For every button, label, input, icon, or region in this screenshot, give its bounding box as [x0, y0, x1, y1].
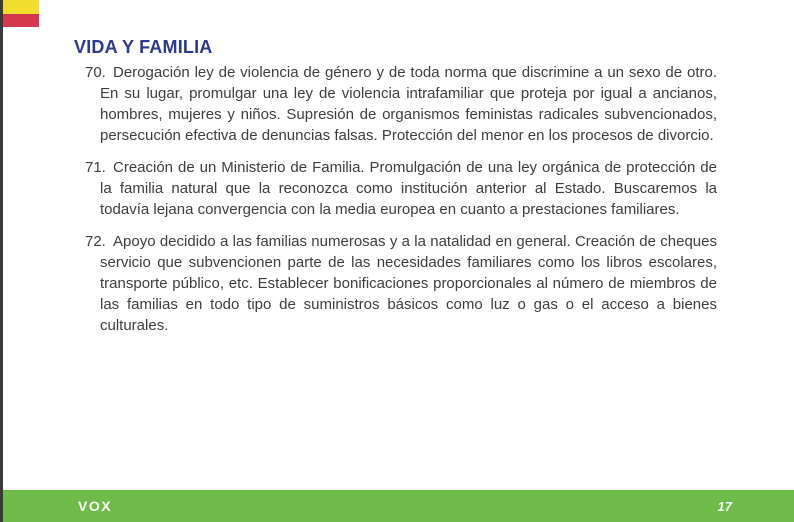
left-edge-strip — [0, 0, 3, 522]
flag-stripe-red — [3, 14, 39, 28]
item-text: Creación de un Ministerio de Familia. Promulgación de una ley orgánica de protección de la familia natural que la reconozca como institución anterior al Estado. Buscaremos la todavía lejana convergencia con la media europea en cuanto a prestaciones familiares. — [100, 159, 717, 218]
numbered-list — [85, 62, 717, 347]
item-text: Apoyo decidido a las familias numerosas y a la natalidad en general. Creación de cheques servicio que subvencionen parte de las necesidades familiares como los libros escolares, transporte público, etc. Establecer bonificaciones proporcionales al número de miembros de las familias en todo tipo de suministros básicos como luz o gas o el acceso a bienes culturales. — [100, 233, 717, 334]
page-number: 17 — [717, 498, 732, 514]
section-title: VIDA Y FAMILIA — [74, 37, 213, 57]
item-number: 70. — [85, 64, 106, 81]
item-text: Derogación ley de violencia de género y de toda norma que discrimine a un sexo de otro. En su lugar, promulgar una ley de violencia intrafamiliar que proteja por igual a ancianos, hombres, mujeres y niños. Supresión de organismos feministas radicales subvencionados, persecución efectiva de denuncias falsas. Protección del menor en los procesos de divorcio. — [100, 64, 717, 144]
footer-bar — [0, 490, 794, 522]
list-item-72 — [85, 231, 717, 336]
vox-logo: VOX — [78, 498, 113, 514]
list-item-71 — [85, 157, 717, 220]
list-item-70 — [85, 62, 717, 146]
spain-flag-icon — [3, 0, 39, 27]
flag-stripe-yellow — [3, 0, 39, 14]
item-number: 71. — [85, 159, 106, 176]
item-number: 72. — [85, 233, 106, 250]
